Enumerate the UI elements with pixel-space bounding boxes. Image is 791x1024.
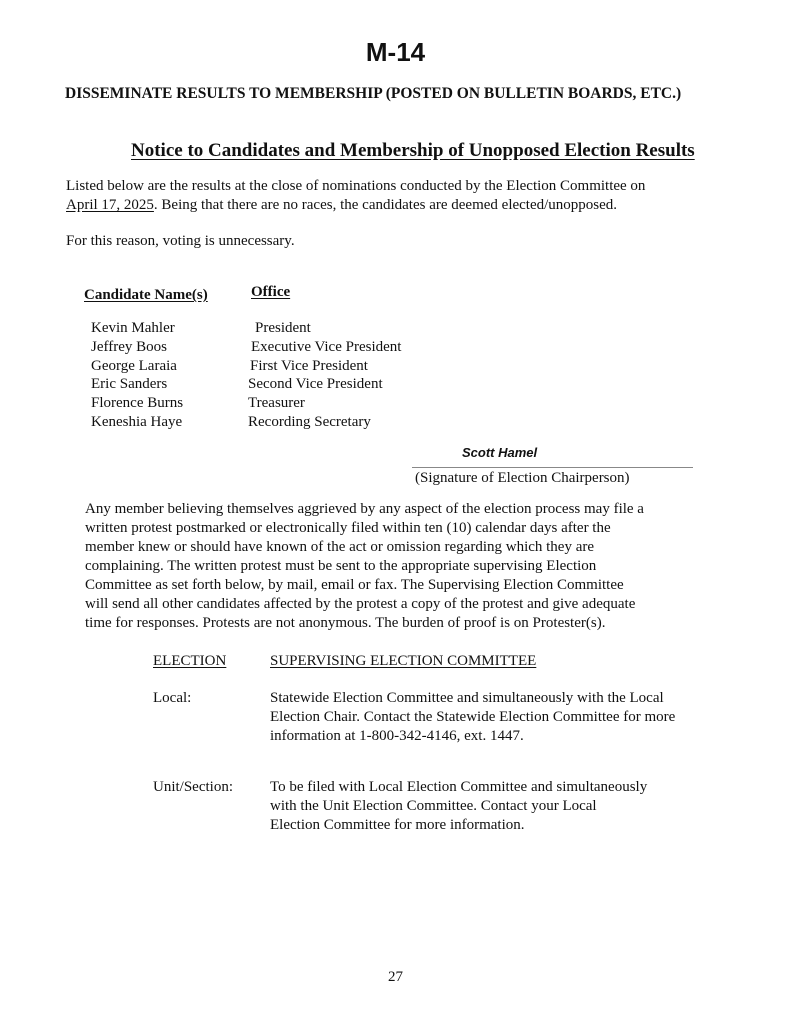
- protest-line: written protest postmarked or electronically filed within ten (10) calendar days after the: [85, 520, 611, 536]
- candidate-office: First Vice President: [250, 358, 368, 374]
- protest-line: will send all other candidates affected by the protest a copy of the protest and give adequate: [85, 596, 636, 612]
- intro-line-1: Listed below are the results at the close of nominations conducted by the Election Committee on: [66, 178, 646, 194]
- election-type-local: Local:: [153, 690, 192, 706]
- protest-line: Committee as set forth below, by mail, email or fax. The Supervising Election Committee: [85, 577, 624, 593]
- protest-line: complaining. The written protest must be sent to the appropriate supervising Election: [85, 558, 597, 574]
- form-id: M-14: [365, 37, 426, 67]
- protest-line: time for responses. Protests are not anonymous. The burden of proof is on Protester(s).: [85, 615, 606, 631]
- page-number: 27: [388, 969, 403, 985]
- nomination-close-date: April 17, 2025: [66, 197, 154, 213]
- voting-note: For this reason, voting is unnecessary.: [66, 233, 295, 249]
- protest-line: Any member believing themselves aggrieved by any aspect of the election process may file a: [85, 501, 644, 517]
- posting-instruction: DISSEMINATE RESULTS TO MEMBERSHIP (POSTED ON BULLETIN BOARDS, ETC.): [65, 85, 682, 102]
- committee-line: with the Unit Election Committee. Contact your Local: [270, 798, 597, 814]
- intro-line-2-rest: . Being that there are no races, the candidates are deemed elected/unopposed.: [153, 197, 618, 213]
- candidate-name: Jeffrey Boos: [91, 339, 167, 355]
- committee-column-header: SUPERVISING ELECTION COMMITTEE: [270, 653, 537, 669]
- candidate-office: Executive Vice President: [251, 339, 402, 355]
- election-column-header: ELECTION: [153, 653, 227, 669]
- intro-paragraph: [66, 177, 645, 215]
- candidate-office: Recording Secretary: [248, 414, 371, 430]
- committee-line: To be filed with Local Election Committee and simultaneously: [270, 779, 648, 795]
- candidate-name: Eric Sanders: [91, 376, 168, 392]
- local-committee-text: [270, 689, 675, 746]
- candidate-name: Keneshia Haye: [91, 414, 183, 430]
- candidate-name: Kevin Mahler: [91, 320, 175, 336]
- candidate-office: President: [255, 320, 311, 336]
- protest-line: member knew or should have known of the act or omission regarding which they are: [85, 539, 595, 555]
- unit-committee-text: [270, 778, 647, 835]
- candidate-office: Second Vice President: [248, 376, 383, 392]
- candidate-name: Florence Burns: [91, 395, 184, 411]
- committee-line: information at 1-800-342-4146, ext. 1447.: [270, 728, 524, 744]
- intro-line-2: [66, 196, 645, 215]
- committee-line: Statewide Election Committee and simultaneously with the Local: [270, 690, 664, 706]
- signature-caption: (Signature of Election Chairperson): [415, 470, 630, 486]
- candidate-name: George Laraia: [91, 358, 177, 374]
- committee-line: Election Chair. Contact the Statewide Election Committee for more: [270, 709, 676, 725]
- committee-line: Election Committee for more information.: [270, 817, 525, 833]
- election-type-unit-section: Unit/Section:: [153, 779, 233, 795]
- notice-title: Notice to Candidates and Membership of Unopposed Election Results: [131, 140, 695, 161]
- candidate-office: Treasurer: [248, 395, 305, 411]
- protest-paragraph: [85, 500, 685, 633]
- candidate-name-header: Candidate Name(s): [84, 287, 208, 303]
- chairperson-signature: Scott Hamel: [462, 445, 538, 460]
- signature-line: [412, 467, 693, 468]
- office-header: Office: [251, 284, 291, 300]
